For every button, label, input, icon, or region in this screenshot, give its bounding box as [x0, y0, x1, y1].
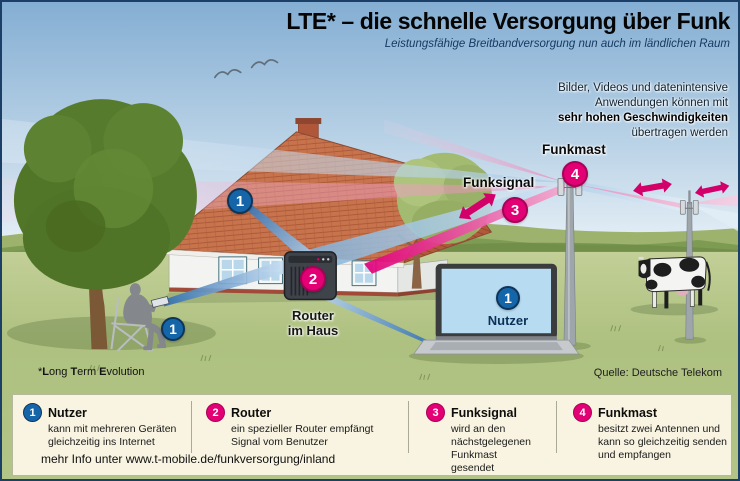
badge-user-roof: 1 — [227, 188, 253, 214]
legend-divider — [556, 401, 557, 453]
legend-title-4: Funkmast — [598, 405, 658, 420]
legend-title-2: Router — [231, 405, 272, 420]
legend-item-funksignal — [426, 403, 538, 475]
page-title: LTE* – die schnelle Versorgung über Funk — [286, 8, 730, 34]
legend-title-3: Funksignal — [451, 405, 517, 420]
legend-badge-1: 1 — [23, 403, 42, 422]
more-info-link[interactable]: mehr Info unter www.t-mobile.de/funkversorgung/inland — [41, 452, 336, 466]
label-router-im-haus: Router im Haus — [287, 308, 339, 338]
badge-funksignal: 3 — [502, 197, 528, 223]
info-note: Bilder, Videos und datenintensive Anwendungen können mit sehr hohen Geschwindigkeiten übertragen werden — [558, 82, 728, 139]
legend-divider — [191, 401, 192, 453]
source-credit: Quelle: Deutsche Telekom — [593, 367, 722, 379]
footnote-lte: *Long Term Evolution — [38, 366, 145, 378]
badge-router: 2 — [300, 266, 326, 292]
label-funksignal: Funksignal — [463, 175, 535, 190]
header — [286, 8, 730, 50]
legend-divider — [408, 401, 409, 453]
legend-desc-1: kann mit mehreren Geräten gleichzeitig ins Internet — [48, 423, 177, 448]
legend-badge-3: 3 — [426, 403, 445, 422]
badge-funkmast: 4 — [562, 161, 588, 187]
legend-title-1: Nutzer — [48, 405, 87, 420]
badge-user-garden: 1 — [161, 317, 185, 341]
laptop — [414, 264, 579, 354]
legend-item-nutzer — [23, 403, 181, 449]
legend-item-router — [206, 403, 388, 449]
badge-user-laptop: 1 — [496, 286, 520, 310]
legend-desc-4: besitzt zwei Antennen und kann so gleichzeitig senden und empfangen — [598, 423, 728, 461]
legend-desc-2: ein spezieller Router empfängt Signal vom Benutzer — [231, 423, 374, 448]
label-nutzer: Nutzer — [487, 313, 529, 328]
page-subtitle: Leistungsfähige Breitbandversorgung nun auch im ländlichen Raum — [384, 38, 730, 50]
label-funkmast: Funkmast — [542, 142, 606, 157]
legend-badge-4: 4 — [573, 403, 592, 422]
legend-badge-2: 2 — [206, 403, 225, 422]
legend-panel — [12, 394, 732, 476]
legend-item-funkmast — [573, 403, 731, 462]
legend-desc-3: wird an den nächstgelegenen Funkmast gesendet — [451, 423, 531, 474]
